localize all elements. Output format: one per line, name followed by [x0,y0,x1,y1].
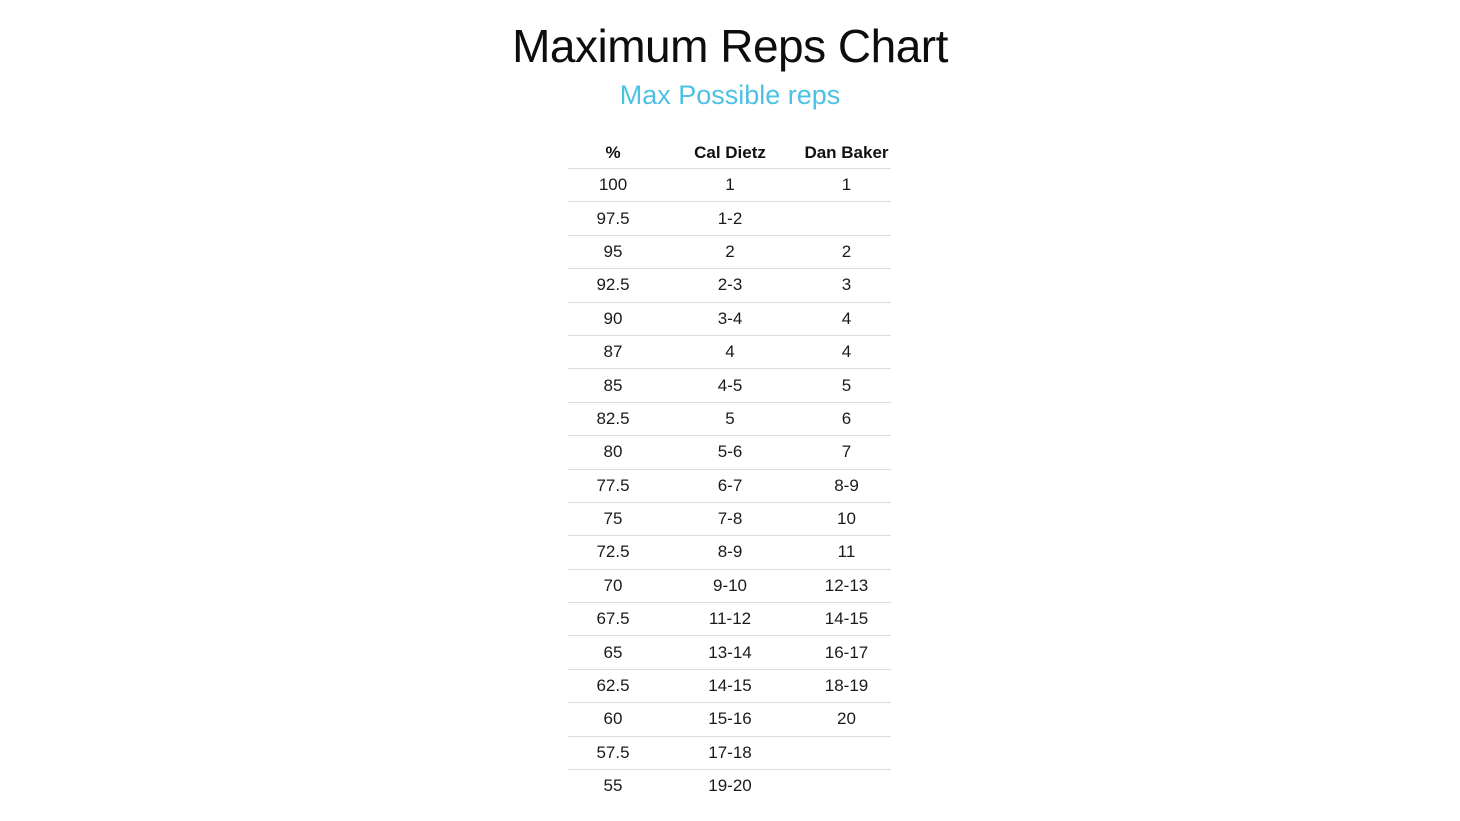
table-row [568,269,891,302]
cell-dan-baker: 4 [802,335,891,368]
cell-percent: 65 [568,636,658,669]
cell-cal-dietz: 1 [658,169,802,202]
table-body [568,169,891,803]
cell-dan-baker: 5 [802,369,891,402]
cell-cal-dietz: 15-16 [658,703,802,736]
cell-cal-dietz: 7-8 [658,502,802,535]
cell-percent: 87 [568,335,658,368]
cell-cal-dietz: 3-4 [658,302,802,335]
table-row [568,369,891,402]
cell-dan-baker: 14-15 [802,603,891,636]
cell-percent: 55 [603,776,623,796]
cell-cal-dietz: 2-3 [658,269,802,302]
table-row [568,402,891,435]
cell-dan-baker [802,770,891,803]
column-header-dan-baker: Dan Baker [802,137,891,169]
cell-cal-dietz: 5-6 [658,436,802,469]
cell-cal-dietz: 6-7 [658,469,802,502]
cell-percent: 75 [568,502,658,535]
cell-dan-baker [802,202,891,235]
cell-cal-dietz: 4 [658,335,802,368]
page-subtitle: Max Possible reps [619,80,841,110]
table-row [568,235,891,268]
cell-cal-dietz: 17-18 [658,736,802,769]
table-row [568,636,891,669]
table-row [568,603,891,636]
table-row [568,669,891,702]
cell-cal-dietz: 8-9 [658,536,802,569]
cell-cal-dietz: 5 [658,402,802,435]
cell-dan-baker: 10 [802,502,891,535]
cell-dan-baker: 12-13 [802,569,891,602]
cell-percent: 85 [568,369,658,402]
cell-dan-baker: 3 [802,269,891,302]
cell-cal-dietz: 2 [658,235,802,268]
table-row [568,436,891,469]
cell-cal-dietz: 9-10 [658,569,802,602]
cell-dan-baker: 8-9 [802,469,891,502]
table-row [568,502,891,535]
cell-dan-baker [802,736,891,769]
cell-cal-dietz: 19-20 [708,776,752,796]
cell-dan-baker: 16-17 [802,636,891,669]
cell-dan-baker: 20 [802,703,891,736]
cell-percent: 92.5 [568,269,658,302]
cell-percent: 77.5 [568,469,658,502]
cell-percent: 90 [568,302,658,335]
table-row [568,202,891,235]
cell-cal-dietz: 1-2 [658,202,802,235]
cell-percent: 72.5 [568,536,658,569]
cell-percent: 82.5 [568,402,658,435]
column-header-cal-dietz: Cal Dietz [658,137,802,169]
page-title: Maximum Reps Chart [512,20,948,72]
cell-dan-baker: 4 [802,302,891,335]
cell-percent: 62.5 [568,669,658,702]
cell-percent: 70 [568,569,658,602]
table-row [568,569,891,602]
cell-percent: 67.5 [568,603,658,636]
cell-dan-baker: 18-19 [802,669,891,702]
cell-cal-dietz: 14-15 [658,669,802,702]
cell-dan-baker: 2 [802,235,891,268]
cell-percent: 80 [568,436,658,469]
cell-percent: 95 [568,235,658,268]
cell-cal-dietz: 13-14 [658,636,802,669]
table-row [568,302,891,335]
cell-cal-dietz: 11-12 [658,603,802,636]
column-header-percent: % [568,137,658,169]
table-row [568,169,891,202]
cell-percent: 97.5 [568,202,658,235]
table-row [568,736,891,769]
table-row [568,770,891,803]
cell-dan-baker: 11 [802,536,891,569]
cell-percent: 60 [568,703,658,736]
cell-dan-baker: 1 [802,169,891,202]
table-row [568,469,891,502]
table-header-row [568,137,891,169]
cell-dan-baker: 6 [802,402,891,435]
reps-table [568,137,891,802]
cell-percent: 100 [568,169,658,202]
cell-cal-dietz: 4-5 [658,369,802,402]
table-row [568,536,891,569]
table-row [568,703,891,736]
cell-dan-baker: 7 [802,436,891,469]
table-row [568,335,891,368]
cell-percent: 57.5 [568,736,658,769]
